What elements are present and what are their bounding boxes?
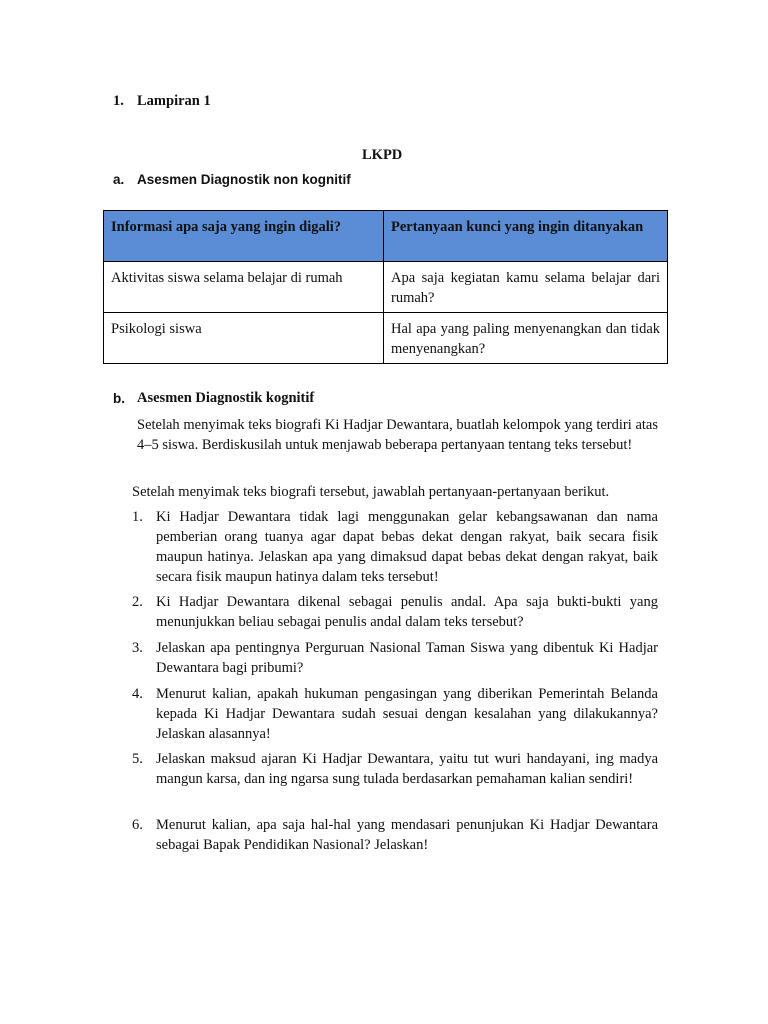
question-number: 6.: [132, 817, 143, 833]
section-b-marker: b.: [113, 391, 125, 406]
question-text: Ki Hadjar Dewantara dikenal sebagai penulis andal. Apa saja bukti-bukti yang menunjukkan beliau sebagai penulis andal dalam teks tersebut?: [156, 594, 658, 630]
section-b-title: Asesmen Diagnostik kognitif: [137, 390, 315, 406]
diagnostic-table: [103, 210, 668, 364]
list-item: [132, 638, 658, 678]
question-number: 4.: [132, 686, 143, 702]
question-text: Ki Hadjar Dewantara tidak lagi menggunakan gelar kebangsawanan dan nama pemberian orang tuanya agar dapat bebas dekat dengan rakyat, baik secara fisik maupun hatinya. Jelaskan apa yang dimaksud dapat bebas dekat dengan rakyat, baik secara fisik maupun hatinya dalam teks tersebut!: [156, 509, 658, 585]
list-item: [132, 815, 658, 855]
question-text: Menurut kalian, apa saja hal-hal yang mendasari penunjukan Ki Hadjar Dewantara sebagai Bapak Pendidikan Nasional? Jelaskan!: [156, 817, 658, 853]
table-cell: Hal apa yang paling menyenangkan dan tidak menyenangkan?: [384, 313, 668, 364]
lampiran-number: 1.: [113, 93, 124, 109]
table-row: [104, 262, 668, 313]
lampiran-title: Lampiran 1: [137, 93, 211, 109]
question-text: Jelaskan maksud ajaran Ki Hadjar Dewantara, yaitu tut wuri handayani, ing madya mangun karsa, dan ing ngarsa sung tulada berdasarkan pemahaman kalian sendiri!: [156, 751, 658, 787]
table-cell: Apa saja kegiatan kamu selama belajar dari rumah?: [384, 262, 668, 313]
section-b-instruction: Setelah menyimak teks biografi tersebut, jawablah pertanyaan-pertanyaan berikut.: [132, 484, 610, 500]
question-number: 1.: [132, 509, 143, 525]
table-cell: Aktivitas siswa selama belajar di rumah: [104, 262, 384, 313]
list-item: [132, 592, 658, 632]
table-row: [104, 313, 668, 364]
question-number: 3.: [132, 640, 143, 656]
table-header-cell: Informasi apa saja yang ingin digali?: [104, 211, 384, 262]
section-a-marker: a.: [113, 172, 125, 187]
list-item: [132, 749, 658, 789]
table-cell: Psikologi siswa: [104, 313, 384, 364]
section-a-title: Asesmen Diagnostik non kognitif: [137, 172, 351, 187]
question-text: Menurut kalian, apakah hukuman pengasingan yang diberikan Pemerintah Belanda kepada Ki Hadjar Dewantara sudah sesuai dengan kesalahan yang dilakukannya? Jelaskan alasannya!: [156, 686, 658, 742]
question-number: 5.: [132, 751, 143, 767]
list-item: [132, 507, 658, 587]
question-number: 2.: [132, 594, 143, 610]
table-header-cell: Pertanyaan kunci yang ingin ditanyakan: [384, 211, 668, 262]
doc-title: LKPD: [362, 147, 403, 163]
list-item: [132, 684, 658, 744]
question-text: Jelaskan apa pentingnya Perguruan Nasional Taman Siswa yang dibentuk Ki Hadjar Dewantara bagi pribumi?: [156, 640, 658, 676]
section-b-intro: Setelah menyimak teks biografi Ki Hadjar Dewantara, buatlah kelompok yang terdiri atas 4–5 siswa. Berdiskusilah untuk menjawab beberapa pertanyaan tentang teks tersebut!: [137, 417, 658, 453]
